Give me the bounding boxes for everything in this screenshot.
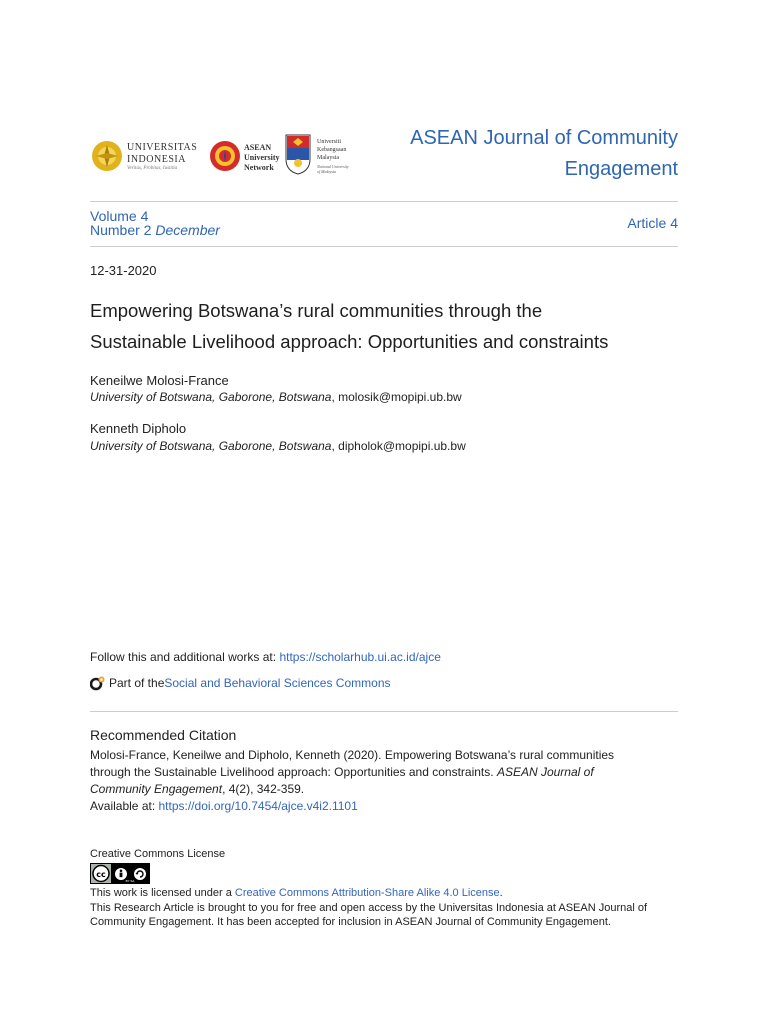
ui-logo-tagline: Veritas, Probitas, Iustitia xyxy=(127,166,178,171)
aun-logo-line2: University xyxy=(244,153,280,162)
aun-logo-line1: ASEAN xyxy=(244,143,272,152)
ukm-logo-line2: Kebangsaan xyxy=(317,147,347,153)
ukm-logo-line1: Universiti xyxy=(317,139,341,145)
ui-logo-line1: UNIVERSITAS xyxy=(127,142,198,153)
part-of-prefix: Part of the xyxy=(109,676,165,690)
article-number-link[interactable]: Article 4 xyxy=(627,215,678,231)
issue-number: Number 2 xyxy=(90,222,152,238)
citation-available: Available at: https://doi.org/10.7454/ajce.v4i2.1101 xyxy=(90,799,358,813)
commons-link[interactable]: Social and Behavioral Sciences Commons xyxy=(164,676,391,690)
issue-number-line[interactable] xyxy=(90,222,220,238)
author-affiliation-line: University of Botswana, Gaborone, Botswana, dipholok@mopipi.ub.bw xyxy=(90,439,466,453)
issue-month: December xyxy=(155,222,220,238)
aun-logo-line3: Network xyxy=(244,163,274,172)
article-title-line1: Empowering Botswana’s rural communities through the xyxy=(90,300,543,321)
issue-divider xyxy=(90,246,678,247)
cc-license-badge[interactable] xyxy=(90,863,150,884)
ukm-logo-line4: National University xyxy=(317,164,349,169)
asean-emblem-icon xyxy=(209,140,241,172)
article-title-line2: Sustainable Livelihood approach: Opportunities and constraints xyxy=(90,331,609,352)
journal-title-line2[interactable]: Engagement xyxy=(564,158,678,180)
journal-title-line1[interactable]: ASEAN Journal of Community xyxy=(410,127,678,149)
author-name: Kenneth Dipholo xyxy=(90,421,187,436)
author-name: Keneilwe Molosi-France xyxy=(90,373,229,388)
cc-icon xyxy=(91,864,111,883)
citation-line2: through the Sustainable Livelihood approach: Opportunities and constraints. ASEAN Journal of xyxy=(90,765,594,779)
license-line2: This Research Article is brought to you for free and open access by the Universitas Indonesia at ASEAN Journal of xyxy=(90,902,648,914)
citation-heading: Recommended Citation xyxy=(90,727,237,743)
svg-text:cc: cc xyxy=(96,870,106,879)
scholarhub-link[interactable]: https://scholarhub.ui.ac.id/ajce xyxy=(279,650,441,664)
doi-link[interactable]: https://doi.org/10.7454/ajce.v4i2.1101 xyxy=(158,799,358,813)
author-affiliation: University of Botswana, Gaborone, Botswana xyxy=(90,390,332,404)
follow-prefix: Follow this and additional works at: xyxy=(90,650,280,664)
citation-divider xyxy=(90,711,678,712)
license-heading: Creative Commons License xyxy=(90,848,226,860)
ui-logo-line2: INDONESIA xyxy=(127,154,186,165)
volume-link[interactable]: Volume 4 xyxy=(90,208,149,224)
author-affiliation-line: University of Botswana, Gaborone, Botswana, molosik@mopipi.ub.bw xyxy=(90,390,462,404)
citation-line3: Community Engagement, 4(2), 342-359. xyxy=(90,782,305,796)
ukm-crest-icon xyxy=(284,133,312,175)
cc-license-link[interactable]: Creative Commons Attribution-Share Alike 4.0 License xyxy=(234,887,500,899)
author-email[interactable]: dipholok@mopipi.ub.bw xyxy=(338,439,466,453)
author-affiliation: University of Botswana, Gaborone, Botswana xyxy=(90,439,332,453)
cc-badge-text: BY SA xyxy=(125,879,135,883)
ukm-logo-line3: Malaysia xyxy=(317,155,339,161)
license-line1: This work is licensed under a Creative Commons Attribution-Share Alike 4.0 License. xyxy=(90,887,503,899)
makara-icon xyxy=(90,139,124,173)
header-divider xyxy=(90,201,678,202)
license-line3: Community Engagement. It has been accepted for inclusion in ASEAN Journal of Community Engagement. xyxy=(90,916,611,928)
ukm-logo-line5: of Malaysia xyxy=(317,169,336,174)
follow-line xyxy=(90,650,441,664)
universitas-indonesia-logo xyxy=(90,137,202,177)
asean-university-network-logo xyxy=(209,137,283,177)
part-of-line xyxy=(90,675,391,691)
ukm-logo xyxy=(284,133,362,179)
network-icon xyxy=(90,675,106,691)
citation-line1: Molosi-France, Keneilwe and Dipholo, Kenneth (2020). Empowering Botswana’s rural communities xyxy=(90,748,615,762)
publication-date: 12-31-2020 xyxy=(90,263,157,278)
author-email[interactable]: molosik@mopipi.ub.bw xyxy=(338,390,462,404)
